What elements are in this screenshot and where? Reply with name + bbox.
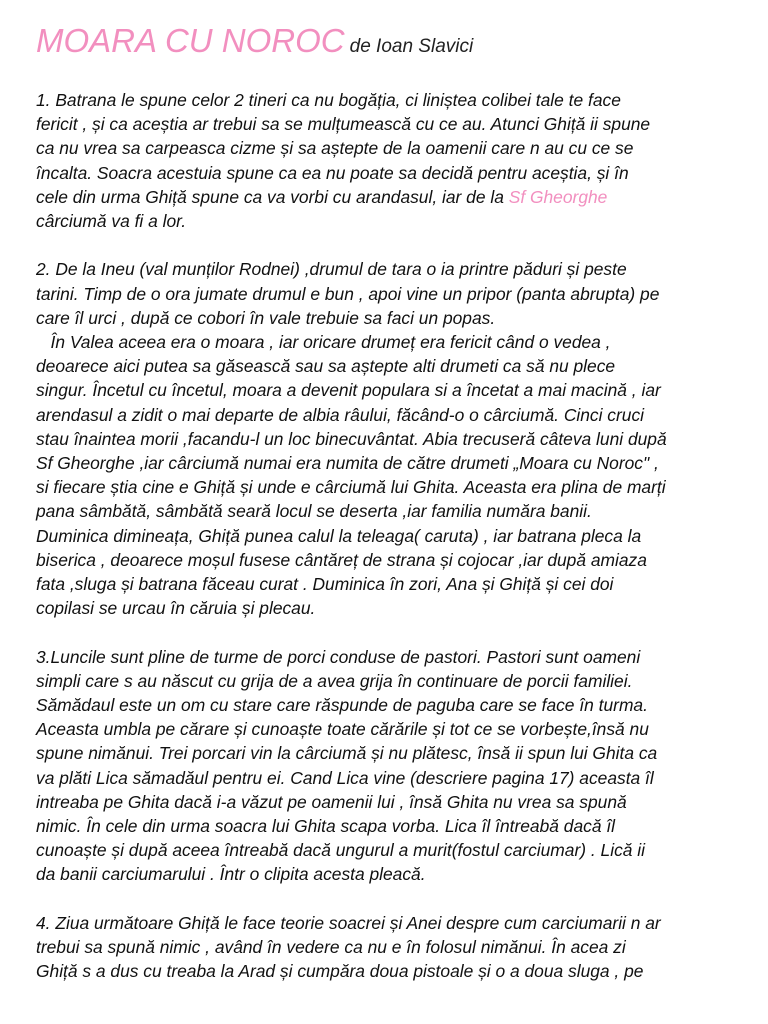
- paragraph-4: [36, 911, 748, 984]
- text-line: nimic. În cele din urma soacra lui Ghita scapa vorba. Lica îl întreabă dacă îl: [36, 816, 616, 837]
- text-line: cunoaște și după aceea întreabă dacă ungurul a murit(fostul carciumar) . Lică ii: [36, 840, 645, 861]
- text-line: 2. De la Ineu (val munților Rodnei) ,drumul de tara o ia printre păduri și peste: [36, 259, 627, 280]
- text-line: încalta. Soacra acestuia spune ca ea nu poate sa decidă pentru aceștia, și în: [36, 162, 629, 183]
- text-line: simpli care s au născut cu grija de a avea grija în continuare de porcii familiei.: [36, 670, 633, 691]
- text-segment: cele din urma Ghiță spune ca va vorbi cu arandasul, iar de la: [36, 186, 509, 207]
- text-line: Sf Gheorghe ,iar cârciumă numai era numita de către drumeti „Moara cu Noroc" ,: [36, 453, 659, 474]
- text-line: arendasul a zidit o mai departe de albia râului, făcând-o o cârciumă. Cinci cruci: [36, 404, 645, 425]
- text-line: 1. Batrana le spune celor 2 tineri ca nu bogăția, ci liniștea colibei tale te face: [36, 90, 621, 110]
- text-line-with-highlight: [36, 185, 748, 209]
- text-line: 3.Luncile sunt pline de turme de porci conduse de pastori. Pastori sunt oameni: [36, 646, 641, 667]
- text-line: spune nimănui. Trei porcari vin la cârciumă și nu plătesc, însă ii spun lui Ghita ca: [36, 743, 658, 764]
- text-line: copilasi se urcau în căruia și plecau.: [36, 598, 316, 619]
- highlighted-text: Sf Gheorghe: [508, 186, 608, 207]
- text-line: si fiecare știa cine e Ghiță și unde e cârciumă lui Ghita. Aceasta era plina de marți: [36, 477, 666, 498]
- paragraph-1: [36, 88, 748, 233]
- text-line: În Valea aceea era o moara , iar oricare drumeț era fericit când o vedea ,: [36, 332, 611, 353]
- document-body: [36, 88, 748, 1008]
- text-line: Duminica dimineața, Ghiță punea calul la teleaga( caruta) , iar batrana pleca la: [36, 525, 642, 546]
- text-line: intreaba pe Ghita dacă i-a văzut pe oamenii lui , însă Ghita nu vrea sa spună: [36, 791, 627, 812]
- text-line: care îl urci , după ce cobori în vale trebuie sa faci un popas.: [36, 307, 496, 328]
- text-line: deoarece aici putea sa găsească sau sa aștepte alti drumeti ca să nu plece: [36, 356, 616, 377]
- text-line: ca nu vrea sa carpeasca cizme și sa aștepte de la oamenii care n au cu ce se: [36, 138, 634, 159]
- text-line: va plăti Lica sămadăul pentru ei. Cand Lica vine (descriere pagina 17) aceasta îl: [36, 767, 654, 788]
- text-line: cârciumă va fi a lor.: [36, 211, 187, 232]
- document-title: MOARA CU NOROC: [36, 22, 345, 59]
- document-header: [36, 22, 473, 60]
- text-line: da banii carciumarului . Într o clipita acesta pleacă.: [36, 864, 426, 885]
- text-line: stau înaintea morii ,facandu-l un loc binecuvântat. Abia trecuseră câteva luni după: [36, 428, 667, 449]
- text-line: fata ,sluga și batrana făceau curat . Duminica în zori, Ana și Ghiță și cei doi: [36, 574, 614, 595]
- text-line: Ghiță s a dus cu treaba la Arad și cumpăra doua pistoale și o a doua sluga , pe: [36, 961, 644, 982]
- text-line: biserica , deoarece moșul fusese cântăreț de strana și cojocar ,iar după amiaza: [36, 549, 647, 570]
- paragraph-2: [36, 257, 748, 620]
- text-line: fericit , și ca aceștia ar trebui sa se mulțumească cu ce au. Atunci Ghiță ii spune: [36, 114, 651, 135]
- text-line: tarini. Timp de o ora jumate drumul e bun , apoi vine un pripor (panta abrupta) pe: [36, 283, 660, 304]
- text-line: pana sâmbătă, sâmbătă seară locul se deserta ,iar familia număra banii.: [36, 501, 592, 522]
- text-line: 4. Ziua următoare Ghiță le face teorie soacrei și Anei despre cum carciumarii n ar: [36, 912, 661, 933]
- text-line: trebui sa spună nimic , având în vedere ca nu e în folosul nimănui. În acea zi: [36, 937, 626, 958]
- text-line: Sămădaul este un om cu stare care răspunde de paguba care se face în turma.: [36, 695, 648, 716]
- text-line: Aceasta umbla pe cărare și cunoaște toate cărările și tot ce se vorbește,însă nu: [36, 719, 649, 740]
- paragraph-3: [36, 645, 748, 887]
- document-author: de Ioan Slavici: [349, 36, 474, 57]
- text-line: singur. Încetul cu încetul, moara a devenit populara si a încetat a mai macină , iar: [36, 380, 661, 401]
